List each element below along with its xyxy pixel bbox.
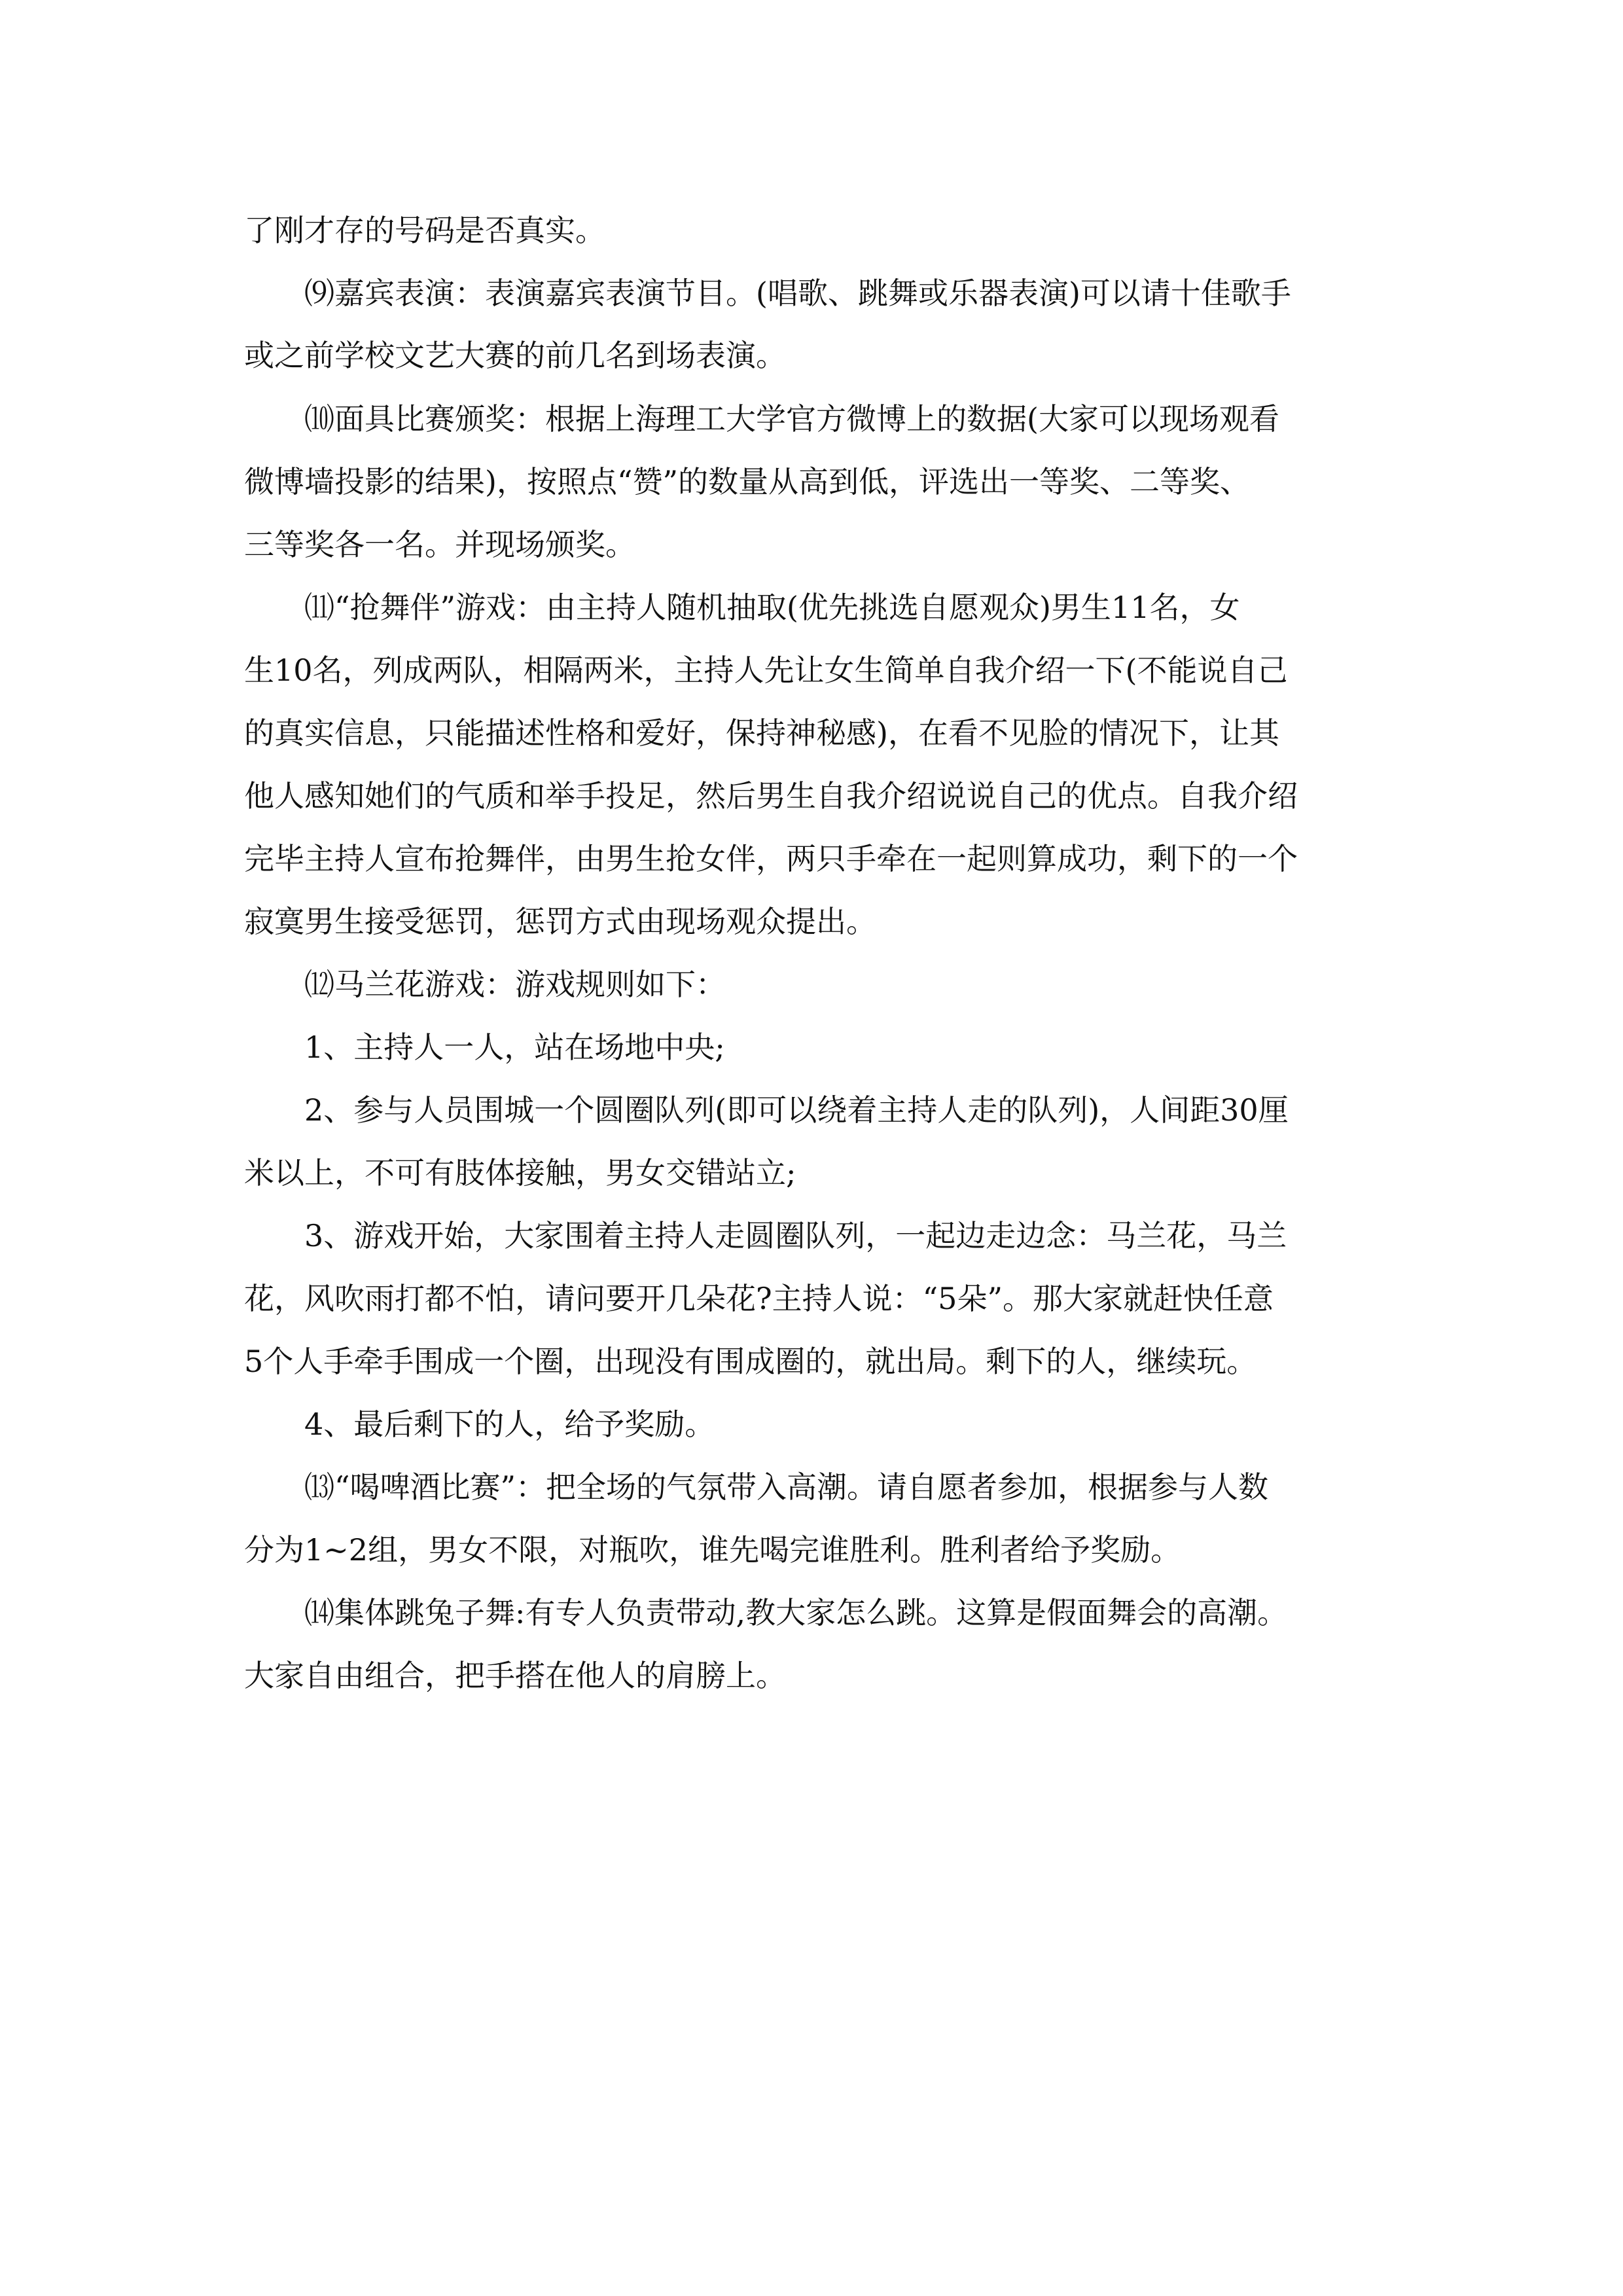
text-line: ⑾“抢舞伴”游戏：由主持人随机抽取(优先挑选自愿观众)男生11名，女 <box>304 590 1240 625</box>
text-line: 三等奖各一名。并现场颁奖。 <box>244 527 635 562</box>
text-line: 的真实信息，只能描述性格和爱好，保持神秘感)，在看不见脸的情况下，让其 <box>244 715 1279 751</box>
text-line: 寂寞男生接受惩罚，惩罚方式由现场观众提出。 <box>244 904 876 939</box>
text-line: 大家自由组合，把手搭在他人的肩膀上。 <box>244 1658 786 1693</box>
text-line: 3、游戏开始，大家围着主持人走圆圈队列，一起边走边念：马兰花，马兰 <box>304 1218 1287 1253</box>
text-line: 米以上，不可有肢体接触，男女交错站立; <box>244 1155 796 1191</box>
text-line: ⒀“喝啤酒比赛”：把全场的气氛带入高潮。请自愿者参加，根据参与人数 <box>304 1469 1269 1505</box>
text-line: 5个人手牵手围成一个圈，出现没有围成圈的，就出局。剩下的人，继续玩。 <box>244 1344 1257 1379</box>
text-line: 或之前学校文艺大赛的前几名到场表演。 <box>244 338 786 373</box>
document-page <box>244 0 1396 2296</box>
text-line: 微博墙投影的结果)，按照点“赞”的数量从高到低，评选出一等奖、二等奖、 <box>244 464 1250 499</box>
text-line: 1、主持人一人，站在场地中央; <box>304 1030 725 1065</box>
text-line: 生10名，列成两队，相隔两米，主持人先让女生简单自我介绍一下(不能说自己 <box>244 653 1288 688</box>
text-line: 4、最后剩下的人，给予奖励。 <box>304 1407 715 1442</box>
text-line: ⑿马兰花游戏：游戏规则如下： <box>304 967 726 1002</box>
text-line: 了刚才存的号码是否真实。 <box>244 213 605 248</box>
text-line: ⑽面具比赛颁奖：根据上海理工大学官方微博上的数据(大家可以现场观看 <box>304 401 1279 437</box>
text-line: 花，风吹雨打都不怕，请问要开几朵花?主持人说：“5朵”。那大家就赶快任意 <box>244 1281 1274 1316</box>
text-line: ⒁集体跳兔子舞:有专人负责带动,教大家怎么跳。这算是假面舞会的高潮。 <box>304 1595 1288 1630</box>
text-line: 完毕主持人宣布抢舞伴，由男生抢女伴，两只手牵在一起则算成功，剩下的一个 <box>244 841 1298 876</box>
text-line: 他人感知她们的气质和举手投足，然后男生自我介绍说说自己的优点。自我介绍 <box>244 778 1298 814</box>
text-line: ⑼嘉宾表演：表演嘉宾表演节目。(唱歌、跳舞或乐器表演)可以请十佳歌手 <box>304 276 1291 311</box>
text-line: 分为1~2组，男女不限，对瓶吹，谁先喝完谁胜利。胜利者给予奖励。 <box>244 1532 1181 1568</box>
text-line: 2、参与人员围城一个圆圈队列(即可以绕着主持人走的队列)，人间距30厘 <box>304 1092 1289 1128</box>
